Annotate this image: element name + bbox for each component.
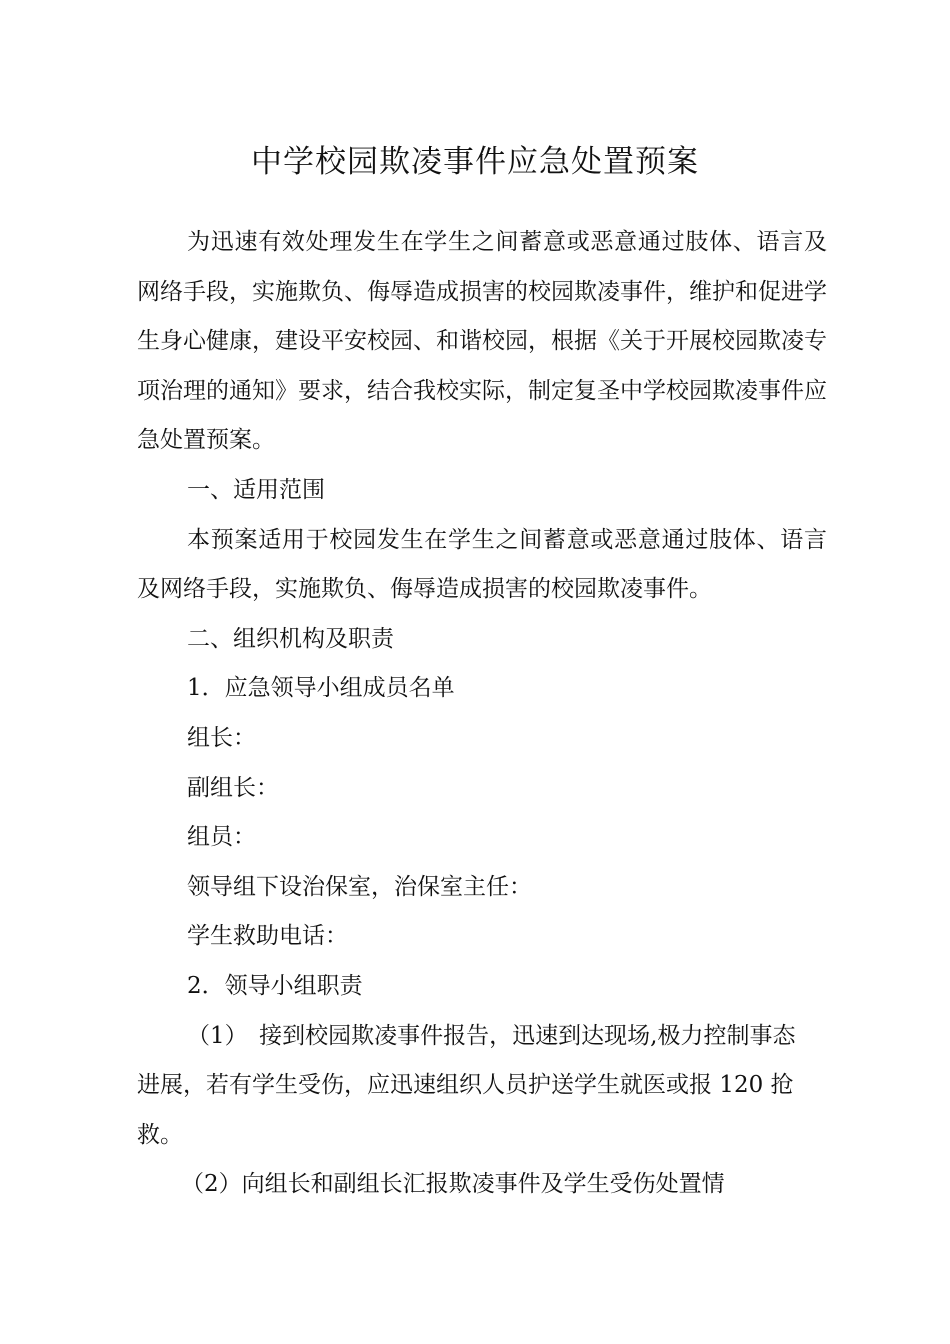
duty-1-line-2: 进展，若有学生受伤，应迅速组织人员护送学生就医或报 120 抢 xyxy=(137,1072,794,1099)
intro-paragraph: 为迅速有效处理发生在学生之间蓄意或恶意通过肢体、语言及网络手段，实施欺负、侮辱造成损害的校园欺凌事件，维护和促进学生身心健康，建设平安校园、和谐校园，根据《关于开展校园欺凌专项治理的通知》要求，结合我校实际，制定复圣中学校园欺凌事件应急处置预案。 xyxy=(137,229,827,454)
document-title: 中学校园欺凌事件应急处置预案 xyxy=(251,144,699,180)
duty-1-line-3: 救。 xyxy=(137,1121,183,1148)
member-field: 组员： xyxy=(187,824,256,851)
security-office-field: 领导组下设治保室，治保室主任： xyxy=(187,873,532,900)
section-heading-scope: 一、适用范围 xyxy=(187,476,325,503)
deputy-leader-field: 副组长： xyxy=(187,774,279,801)
item-heading-member-list: 1．应急领导小组成员名单 xyxy=(187,675,455,702)
student-hotline-field: 学生救助电话： xyxy=(187,923,348,950)
duty-1-line-1: （1） 接到校园欺凌事件报告，迅速到达现场,极力控制事态 xyxy=(187,1022,796,1049)
item-heading-duties: 2．领导小组职责 xyxy=(187,972,363,999)
duty-1-paragraph xyxy=(137,1012,827,1161)
duty-2-paragraph: （2）向组长和副组长汇报欺凌事件及学生受伤处置情 xyxy=(181,1171,725,1198)
document-body xyxy=(137,218,827,1210)
scope-paragraph: 本预案适用于校园发生在学生之间蓄意或恶意通过肢体、语言及网络手段，实施欺负、侮辱造成损害的校园欺凌事件。 xyxy=(137,526,827,603)
section-heading-organization: 二、组织机构及职责 xyxy=(187,625,394,652)
leader-field: 组长： xyxy=(187,724,256,751)
